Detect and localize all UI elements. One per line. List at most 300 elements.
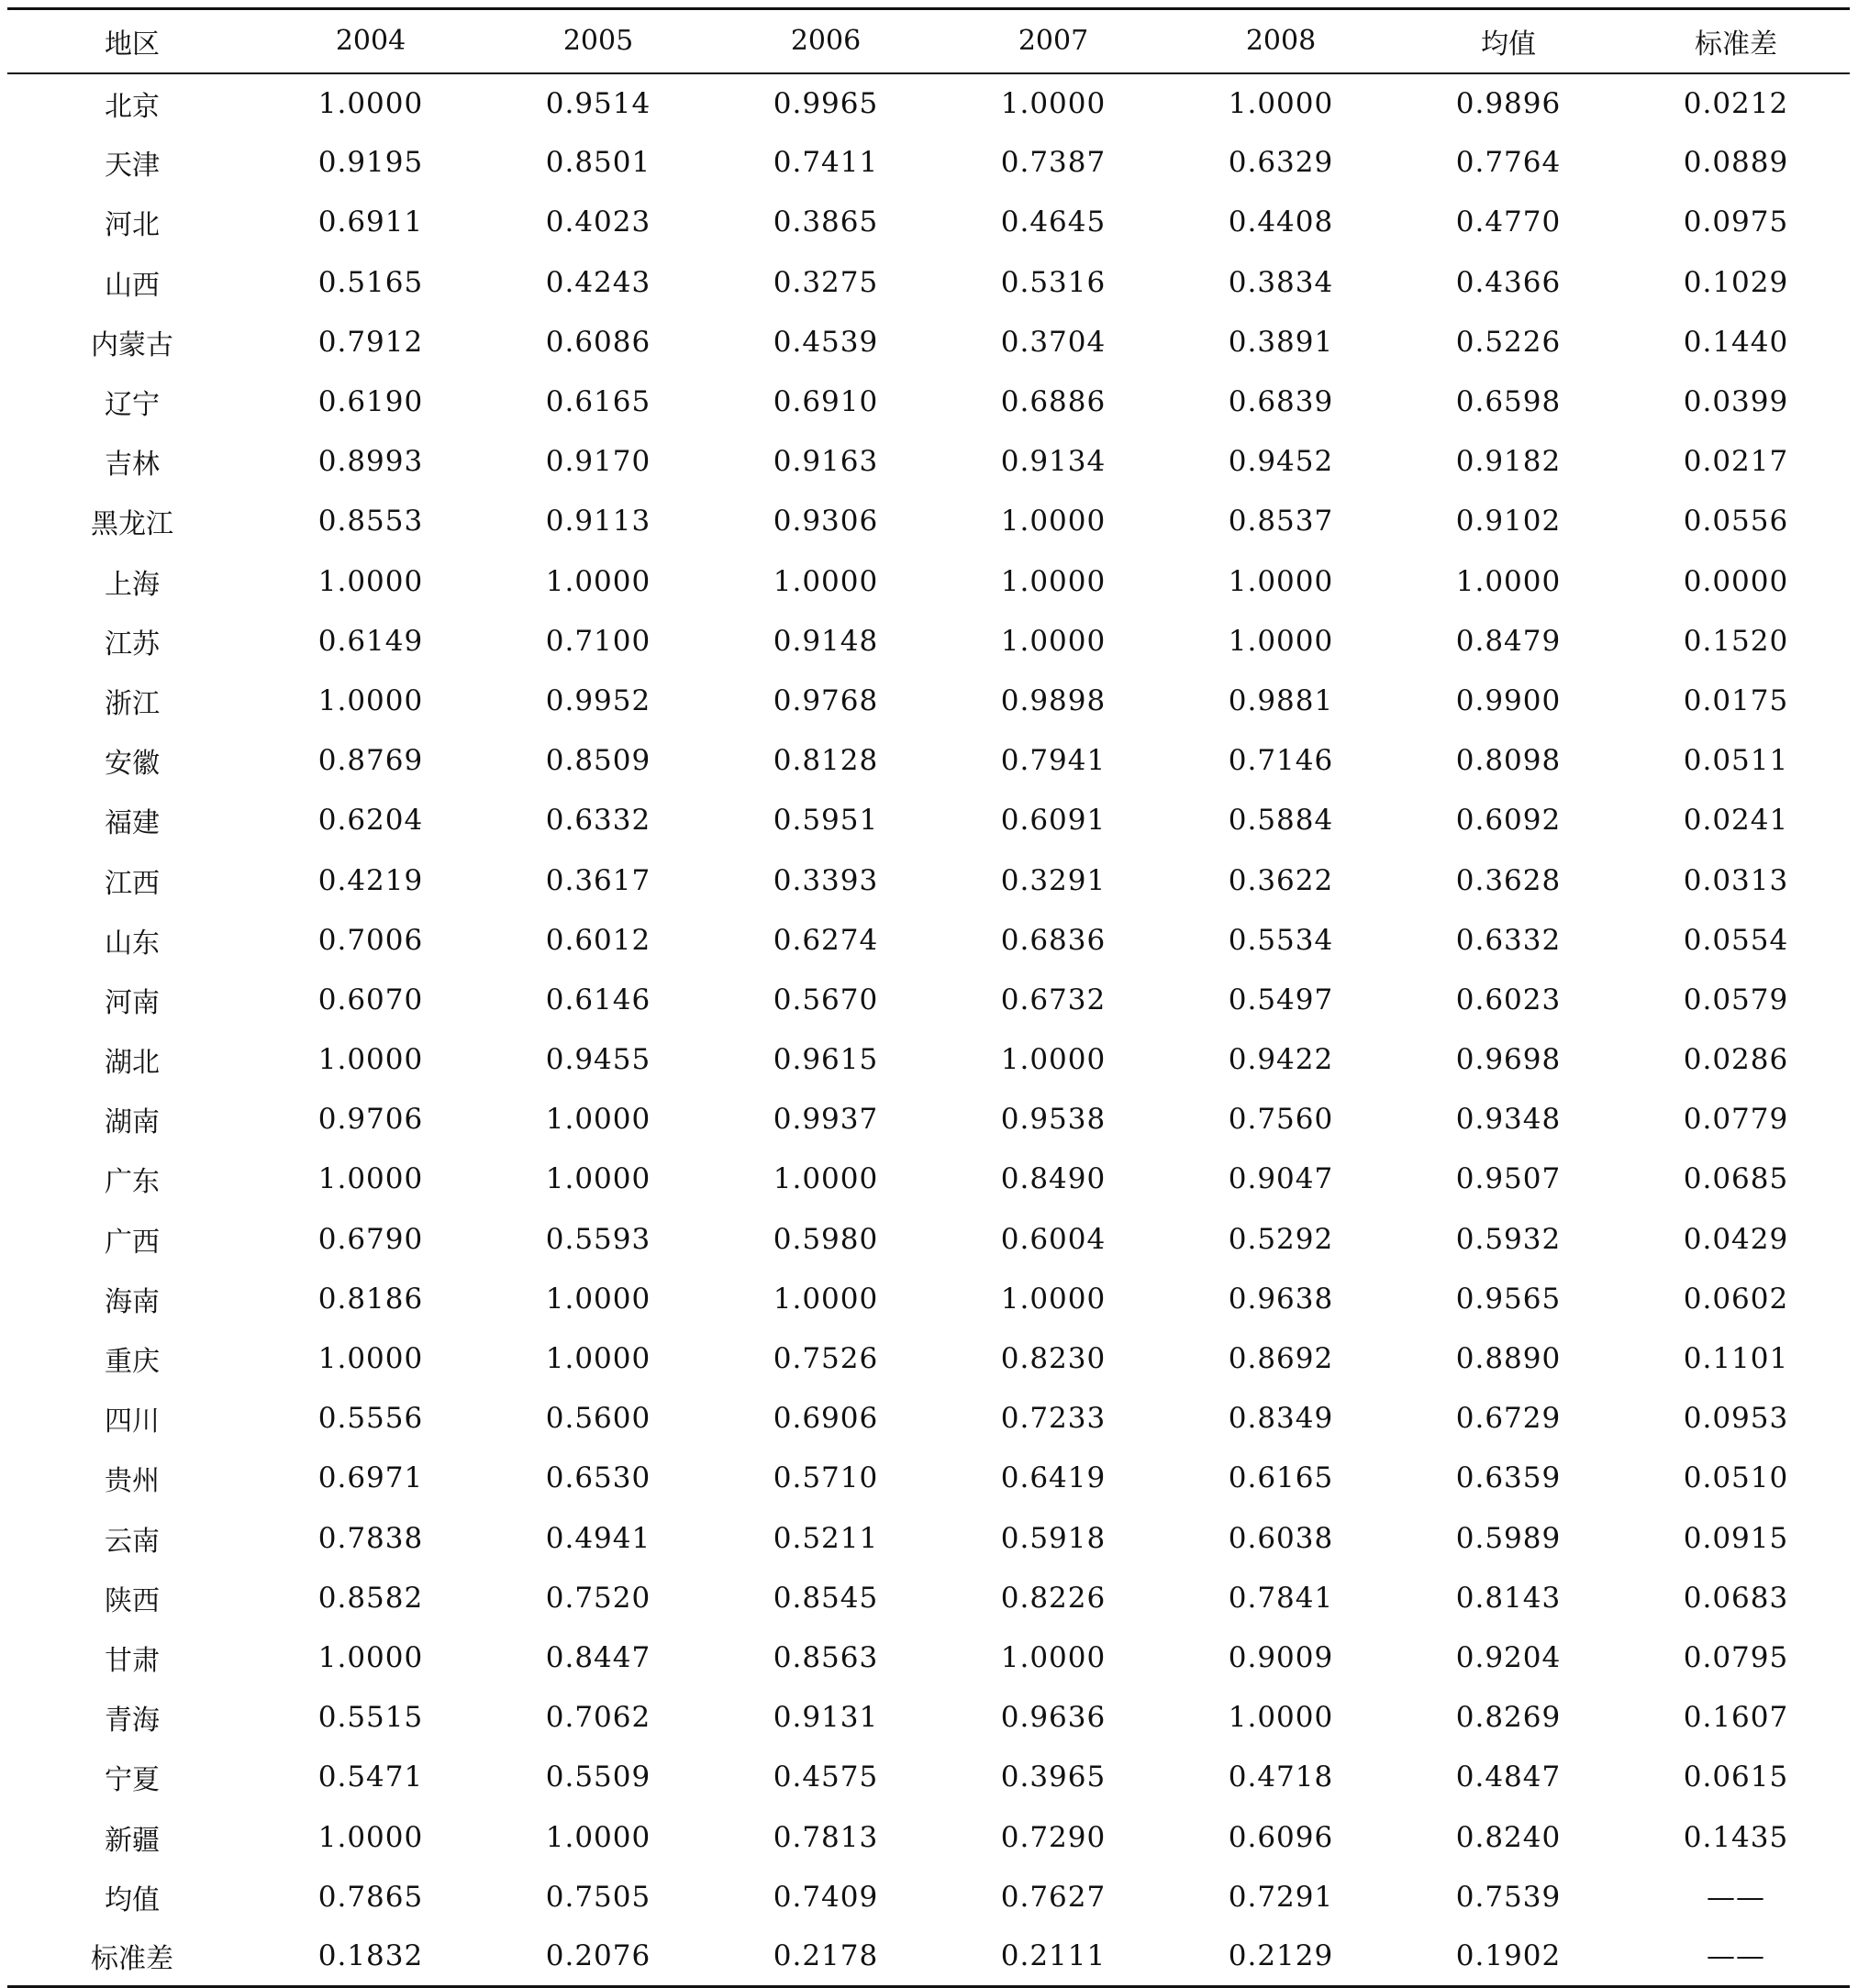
value-cell: 0.5471 <box>317 1760 424 1794</box>
region-cell: 福建 <box>105 807 160 840</box>
value-cell: 0.9514 <box>545 86 651 120</box>
value-cell: 0.7290 <box>1000 1820 1107 1854</box>
table-row <box>7 1389 1850 1449</box>
region-cell: 江西 <box>105 867 160 900</box>
value-cell: 0.4645 <box>1000 205 1107 239</box>
table-row <box>7 432 1850 492</box>
value-cell: 0.6092 <box>1455 804 1562 838</box>
table-row <box>7 372 1850 431</box>
value-cell: 0.4941 <box>545 1521 651 1555</box>
value-cell: 1.0000 <box>545 1820 651 1854</box>
value-cell: 0.7100 <box>545 624 651 658</box>
value-cell: 0.6149 <box>317 624 424 658</box>
value-cell: 0.8128 <box>773 744 879 778</box>
region-cell: 辽宁 <box>105 389 160 422</box>
value-cell: 0.2076 <box>484 1927 712 1986</box>
value-cell: 0.6096 <box>1228 1820 1334 1854</box>
table-row <box>7 252 1850 312</box>
value-cell: 0.1101 <box>1683 1342 1789 1376</box>
value-cell: 0.6906 <box>773 1402 879 1436</box>
value-cell: 0.5165 <box>317 265 424 299</box>
table-row <box>7 1449 1850 1508</box>
value-cell: 0.9047 <box>1228 1162 1334 1196</box>
value-cell: 0.0241 <box>1683 804 1789 838</box>
efficiency-table-container <box>7 7 1850 1988</box>
value-cell: 1.0000 <box>317 683 424 717</box>
value-cell: 0.6332 <box>545 804 651 838</box>
value-cell: 0.5980 <box>773 1222 879 1256</box>
value-cell: 0.8490 <box>1000 1162 1107 1196</box>
table-row <box>7 1269 1850 1328</box>
value-cell: 1.0000 <box>545 1342 651 1376</box>
table-row <box>7 133 1850 193</box>
value-cell: 0.7764 <box>1455 146 1562 180</box>
value-cell: 0.4539 <box>773 325 879 359</box>
value-cell: 0.9204 <box>1455 1640 1562 1674</box>
value-cell: 0.6204 <box>317 804 424 838</box>
value-cell: 0.8582 <box>317 1581 424 1615</box>
value-cell: 0.9195 <box>317 146 424 180</box>
value-cell: 0.1902 <box>1395 1927 1622 1986</box>
value-cell: 0.6012 <box>545 923 651 957</box>
value-cell: 0.6070 <box>317 983 424 1016</box>
region-cell: 均值 <box>105 1883 160 1916</box>
value-cell: 0.5556 <box>317 1402 424 1436</box>
value-cell: 0.3865 <box>773 205 879 239</box>
value-cell: 0.6091 <box>1000 804 1107 838</box>
value-cell: 0.8349 <box>1228 1402 1334 1436</box>
table-header <box>7 9 1850 73</box>
region-cell: 重庆 <box>105 1346 160 1379</box>
value-cell: 0.3622 <box>1228 863 1334 897</box>
value-cell: 0.5226 <box>1455 325 1562 359</box>
value-cell: 0.9163 <box>773 445 879 479</box>
value-cell: 0.0175 <box>1683 683 1789 717</box>
value-cell: 0.9455 <box>545 1043 651 1077</box>
value-cell: 0.7912 <box>317 325 424 359</box>
value-cell: 0.9102 <box>1455 505 1562 539</box>
value-cell: 0.3704 <box>1000 325 1107 359</box>
table-row <box>7 551 1850 611</box>
value-cell: 0.7409 <box>773 1880 879 1914</box>
value-cell: 0.0286 <box>1683 1043 1789 1077</box>
value-cell: 0.7560 <box>1228 1103 1334 1137</box>
value-cell: 1.0000 <box>1000 564 1107 598</box>
value-cell: 1.0000 <box>773 564 879 598</box>
table-row <box>7 1090 1850 1149</box>
value-cell: 0.1435 <box>1683 1820 1789 1854</box>
value-cell: 0.6790 <box>317 1222 424 1256</box>
value-cell: 0.5710 <box>773 1461 879 1495</box>
region-cell: 吉林 <box>105 449 160 482</box>
value-cell: 1.0000 <box>1228 86 1334 120</box>
value-cell: 0.0217 <box>1683 445 1789 479</box>
region-cell: 山东 <box>105 927 160 960</box>
value-cell: 0.9113 <box>545 505 651 539</box>
value-cell: 0.5932 <box>1455 1222 1562 1256</box>
table-row <box>7 1688 1850 1748</box>
value-cell: 1.0000 <box>1000 1043 1107 1077</box>
value-cell: 0.6598 <box>1455 385 1562 419</box>
value-cell: 1.0000 <box>1000 505 1107 539</box>
value-cell: —— <box>1622 1927 1850 1986</box>
region-cell: 青海 <box>105 1705 160 1738</box>
region-cell: 云南 <box>105 1525 160 1558</box>
value-cell: 0.6274 <box>773 923 879 957</box>
table-row <box>7 193 1850 252</box>
region-cell: 湖北 <box>105 1047 160 1080</box>
table-row <box>7 850 1850 910</box>
value-cell: 0.7505 <box>545 1880 651 1914</box>
value-cell: 0.9615 <box>773 1043 879 1077</box>
value-cell: 1.0000 <box>317 1342 424 1376</box>
value-cell: 0.5292 <box>1228 1222 1334 1256</box>
value-cell: 1.0000 <box>1000 1640 1107 1674</box>
value-cell: 1.0000 <box>1228 624 1334 658</box>
value-cell: 0.1520 <box>1683 624 1789 658</box>
value-cell: 0.7233 <box>1000 1402 1107 1436</box>
region-cell: 浙江 <box>105 687 160 720</box>
value-cell: 0.5600 <box>545 1402 651 1436</box>
value-cell: 1.0000 <box>545 564 651 598</box>
region-cell: 四川 <box>105 1405 160 1438</box>
value-cell: 0.0615 <box>1683 1760 1789 1794</box>
header-row <box>7 9 1850 73</box>
value-cell: 0.9538 <box>1000 1103 1107 1137</box>
value-cell: 0.1832 <box>257 1927 484 1986</box>
value-cell: 0.7526 <box>773 1342 879 1376</box>
value-cell: 0.8509 <box>545 744 651 778</box>
value-cell: 1.0000 <box>545 1103 651 1137</box>
value-cell: 0.9131 <box>773 1701 879 1735</box>
value-cell: 0.8769 <box>317 744 424 778</box>
value-cell: 0.9009 <box>1228 1640 1334 1674</box>
value-cell: 0.8240 <box>1455 1820 1562 1854</box>
value-cell: 0.3617 <box>545 863 651 897</box>
value-cell: 0.3834 <box>1228 265 1334 299</box>
value-cell: 0.9965 <box>773 86 879 120</box>
value-cell: 0.9881 <box>1228 683 1334 717</box>
value-cell: 1.0000 <box>773 1162 879 1196</box>
value-cell: 0.0511 <box>1683 744 1789 778</box>
value-cell: 0.6732 <box>1000 983 1107 1016</box>
value-cell: 0.5918 <box>1000 1521 1107 1555</box>
region-cell: 广西 <box>105 1226 160 1259</box>
value-cell: 0.0685 <box>1683 1162 1789 1196</box>
value-cell: 0.9182 <box>1455 445 1562 479</box>
value-cell: 1.0000 <box>545 1162 651 1196</box>
value-cell: 0.5593 <box>545 1222 651 1256</box>
value-cell: 1.0000 <box>1000 1282 1107 1316</box>
region-cell: 宁夏 <box>105 1764 160 1797</box>
value-cell: 1.0000 <box>1455 564 1562 598</box>
value-cell: 0.8553 <box>317 505 424 539</box>
region-cell: 陕西 <box>105 1584 160 1617</box>
region-cell: 江苏 <box>105 627 160 661</box>
value-cell: 0.8098 <box>1455 744 1562 778</box>
value-cell: 0.5509 <box>545 1760 651 1794</box>
value-cell: 0.3291 <box>1000 863 1107 897</box>
table-row <box>7 970 1850 1029</box>
value-cell: 0.7838 <box>317 1521 424 1555</box>
value-cell: 0.6023 <box>1455 983 1562 1016</box>
value-cell: 0.4718 <box>1228 1760 1334 1794</box>
value-cell: 0.4770 <box>1455 205 1562 239</box>
value-cell: 0.9422 <box>1228 1043 1334 1077</box>
value-cell: 0.7539 <box>1455 1880 1562 1914</box>
value-cell: 0.6911 <box>317 205 424 239</box>
region-cell: 河北 <box>105 209 160 242</box>
value-cell: 0.8479 <box>1455 624 1562 658</box>
table-row <box>7 492 1850 551</box>
value-cell: 0.0915 <box>1683 1521 1789 1555</box>
value-cell: 0.4243 <box>545 265 651 299</box>
column-header: 2007 <box>940 9 1167 73</box>
value-cell: 0.6165 <box>545 385 651 419</box>
value-cell: 1.0000 <box>317 86 424 120</box>
table-row <box>7 1627 1850 1687</box>
table-row <box>7 611 1850 671</box>
value-cell: 0.6004 <box>1000 1222 1107 1256</box>
value-cell: 0.6086 <box>545 325 651 359</box>
value-cell: 0.4366 <box>1455 265 1562 299</box>
value-cell: 0.6165 <box>1228 1461 1334 1495</box>
value-cell: 1.0000 <box>1000 624 1107 658</box>
value-cell: 0.8537 <box>1228 505 1334 539</box>
region-cell: 上海 <box>105 568 160 601</box>
value-cell: 0.7291 <box>1228 1880 1334 1914</box>
value-cell: 0.9698 <box>1455 1043 1562 1077</box>
value-cell: 0.9348 <box>1455 1103 1562 1137</box>
value-cell: 0.4408 <box>1228 205 1334 239</box>
value-cell: 1.0000 <box>317 1162 424 1196</box>
table-row <box>7 1328 1850 1388</box>
value-cell: 0.0953 <box>1683 1402 1789 1436</box>
value-cell: 0.9638 <box>1228 1282 1334 1316</box>
value-cell: 0.5534 <box>1228 923 1334 957</box>
region-cell: 湖南 <box>105 1106 160 1139</box>
value-cell: 0.5989 <box>1455 1521 1562 1555</box>
column-header: 2006 <box>712 9 940 73</box>
value-cell: 0.5951 <box>773 804 879 838</box>
value-cell: 0.2111 <box>940 1927 1167 1986</box>
value-cell: 0.5211 <box>773 1521 879 1555</box>
value-cell: 0.9134 <box>1000 445 1107 479</box>
value-cell: 0.0889 <box>1683 146 1789 180</box>
region-cell: 黑龙江 <box>91 508 173 541</box>
value-cell: 0.3628 <box>1455 863 1562 897</box>
value-cell: 0.6332 <box>1455 923 1562 957</box>
value-cell: 1.0000 <box>317 1640 424 1674</box>
table-row <box>7 671 1850 730</box>
value-cell: 0.0795 <box>1683 1640 1789 1674</box>
value-cell: 0.0554 <box>1683 923 1789 957</box>
value-cell: 0.8143 <box>1455 1581 1562 1615</box>
table-row <box>7 1209 1850 1269</box>
column-header: 2008 <box>1167 9 1395 73</box>
value-cell: 0.6729 <box>1455 1402 1562 1436</box>
value-cell: 0.0399 <box>1683 385 1789 419</box>
value-cell: 0.8226 <box>1000 1581 1107 1615</box>
value-cell: 1.0000 <box>1228 1701 1334 1735</box>
value-cell: 1.0000 <box>317 1820 424 1854</box>
value-cell: 0.7841 <box>1228 1581 1334 1615</box>
region-cell: 内蒙古 <box>91 328 173 361</box>
value-cell: 0.6530 <box>545 1461 651 1495</box>
value-cell: 0.9952 <box>545 683 651 717</box>
value-cell: 0.9636 <box>1000 1701 1107 1735</box>
table-row <box>7 73 1850 133</box>
value-cell: 0.0313 <box>1683 863 1789 897</box>
table-body <box>7 73 1850 1987</box>
value-cell: 0.4023 <box>545 205 651 239</box>
value-cell: 1.0000 <box>773 1282 879 1316</box>
column-header: 2005 <box>484 9 712 73</box>
value-cell: 0.7006 <box>317 923 424 957</box>
value-cell: 0.9937 <box>773 1103 879 1137</box>
value-cell: 1.0000 <box>1228 564 1334 598</box>
value-cell: 0.0212 <box>1683 86 1789 120</box>
value-cell: 0.2129 <box>1167 1927 1395 1986</box>
value-cell: 0.9706 <box>317 1103 424 1137</box>
region-cell: 安徽 <box>105 748 160 781</box>
value-cell: 0.8186 <box>317 1282 424 1316</box>
value-cell: 0.6971 <box>317 1461 424 1495</box>
table-row <box>7 1030 1850 1090</box>
region-cell: 贵州 <box>105 1465 160 1498</box>
value-cell: 0.4219 <box>317 863 424 897</box>
table-row <box>7 312 1850 372</box>
table-row <box>7 1149 1850 1209</box>
value-cell: 0.3275 <box>773 265 879 299</box>
value-cell: 0.9896 <box>1455 86 1562 120</box>
value-cell: 0.5316 <box>1000 265 1107 299</box>
value-cell: 0.8447 <box>545 1640 651 1674</box>
value-cell: 0.8993 <box>317 445 424 479</box>
value-cell: 0.0779 <box>1683 1103 1789 1137</box>
table-row <box>7 1748 1850 1807</box>
region-cell: 新疆 <box>105 1824 160 1857</box>
value-cell: 0.1440 <box>1683 325 1789 359</box>
value-cell: 0.8692 <box>1228 1342 1334 1376</box>
value-cell: 0.6146 <box>545 983 651 1016</box>
table-row <box>7 731 1850 791</box>
value-cell: 0.6836 <box>1000 923 1107 957</box>
value-cell: 0.3965 <box>1000 1760 1107 1794</box>
table-row <box>7 1508 1850 1568</box>
column-header: 均值 <box>1395 9 1622 73</box>
table-row <box>7 1568 1850 1627</box>
value-cell: 0.5670 <box>773 983 879 1016</box>
value-cell: 0.1607 <box>1683 1701 1789 1735</box>
value-cell: 0.1029 <box>1683 265 1789 299</box>
value-cell: 0.9768 <box>773 683 879 717</box>
value-cell: 1.0000 <box>317 1043 424 1077</box>
table-row <box>7 791 1850 850</box>
value-cell: 0.2178 <box>712 1927 940 1986</box>
value-cell: 0.7411 <box>773 146 879 180</box>
value-cell: —— <box>1707 1880 1765 1914</box>
value-cell: 0.6886 <box>1000 385 1107 419</box>
value-cell: 0.7813 <box>773 1820 879 1854</box>
value-cell: 0.0000 <box>1683 564 1789 598</box>
value-cell: 0.7387 <box>1000 146 1107 180</box>
value-cell: 0.9452 <box>1228 445 1334 479</box>
value-cell: 0.5515 <box>317 1701 424 1735</box>
table-row <box>7 1927 1850 1986</box>
value-cell: 0.9170 <box>545 445 651 479</box>
value-cell: 0.7520 <box>545 1581 651 1615</box>
region-cell: 山西 <box>105 269 160 302</box>
value-cell: 0.4847 <box>1455 1760 1562 1794</box>
value-cell: 0.6329 <box>1228 146 1334 180</box>
value-cell: 0.5884 <box>1228 804 1334 838</box>
table-row <box>7 910 1850 970</box>
column-header: 标准差 <box>1622 9 1850 73</box>
value-cell: 0.7146 <box>1228 744 1334 778</box>
table-row <box>7 1807 1850 1867</box>
efficiency-table <box>7 7 1850 1988</box>
region-cell: 河南 <box>105 986 160 1019</box>
value-cell: 0.9898 <box>1000 683 1107 717</box>
value-cell: 0.8269 <box>1455 1701 1562 1735</box>
value-cell: 0.0556 <box>1683 505 1789 539</box>
value-cell: 0.7627 <box>1000 1880 1107 1914</box>
region-cell: 海南 <box>105 1285 160 1318</box>
region-cell: 标准差 <box>7 1927 257 1986</box>
table-row <box>7 1867 1850 1927</box>
value-cell: 0.4575 <box>773 1760 879 1794</box>
value-cell: 0.3393 <box>773 863 879 897</box>
value-cell: 0.6419 <box>1000 1461 1107 1495</box>
value-cell: 0.0429 <box>1683 1222 1789 1256</box>
value-cell: 0.7062 <box>545 1701 651 1735</box>
region-cell: 甘肃 <box>105 1644 160 1677</box>
region-cell: 广东 <box>105 1166 160 1199</box>
value-cell: 0.9148 <box>773 624 879 658</box>
value-cell: 0.0683 <box>1683 1581 1789 1615</box>
value-cell: 0.6910 <box>773 385 879 419</box>
value-cell: 0.3891 <box>1228 325 1334 359</box>
value-cell: 0.6038 <box>1228 1521 1334 1555</box>
value-cell: 0.9565 <box>1455 1282 1562 1316</box>
value-cell: 0.9507 <box>1455 1162 1562 1196</box>
value-cell: 1.0000 <box>317 564 424 598</box>
value-cell: 0.0579 <box>1683 983 1789 1016</box>
value-cell: 0.8890 <box>1455 1342 1562 1376</box>
value-cell: 0.9900 <box>1455 683 1562 717</box>
value-cell: 0.8501 <box>545 146 651 180</box>
region-cell: 北京 <box>105 90 160 123</box>
value-cell: 0.0602 <box>1683 1282 1789 1316</box>
value-cell: 0.8563 <box>773 1640 879 1674</box>
value-cell: 1.0000 <box>1000 86 1107 120</box>
column-header: 2004 <box>257 9 484 73</box>
value-cell: 0.7865 <box>317 1880 424 1914</box>
column-header: 地区 <box>7 9 257 73</box>
value-cell: 0.8545 <box>773 1581 879 1615</box>
value-cell: 0.8230 <box>1000 1342 1107 1376</box>
value-cell: 0.5497 <box>1228 983 1334 1016</box>
value-cell: 0.6839 <box>1228 385 1334 419</box>
value-cell: 0.7941 <box>1000 744 1107 778</box>
value-cell: 0.0510 <box>1683 1461 1789 1495</box>
value-cell: 0.9306 <box>773 505 879 539</box>
region-cell: 天津 <box>105 150 160 183</box>
value-cell: 0.0975 <box>1683 205 1789 239</box>
value-cell: 0.6359 <box>1455 1461 1562 1495</box>
value-cell: 0.6190 <box>317 385 424 419</box>
